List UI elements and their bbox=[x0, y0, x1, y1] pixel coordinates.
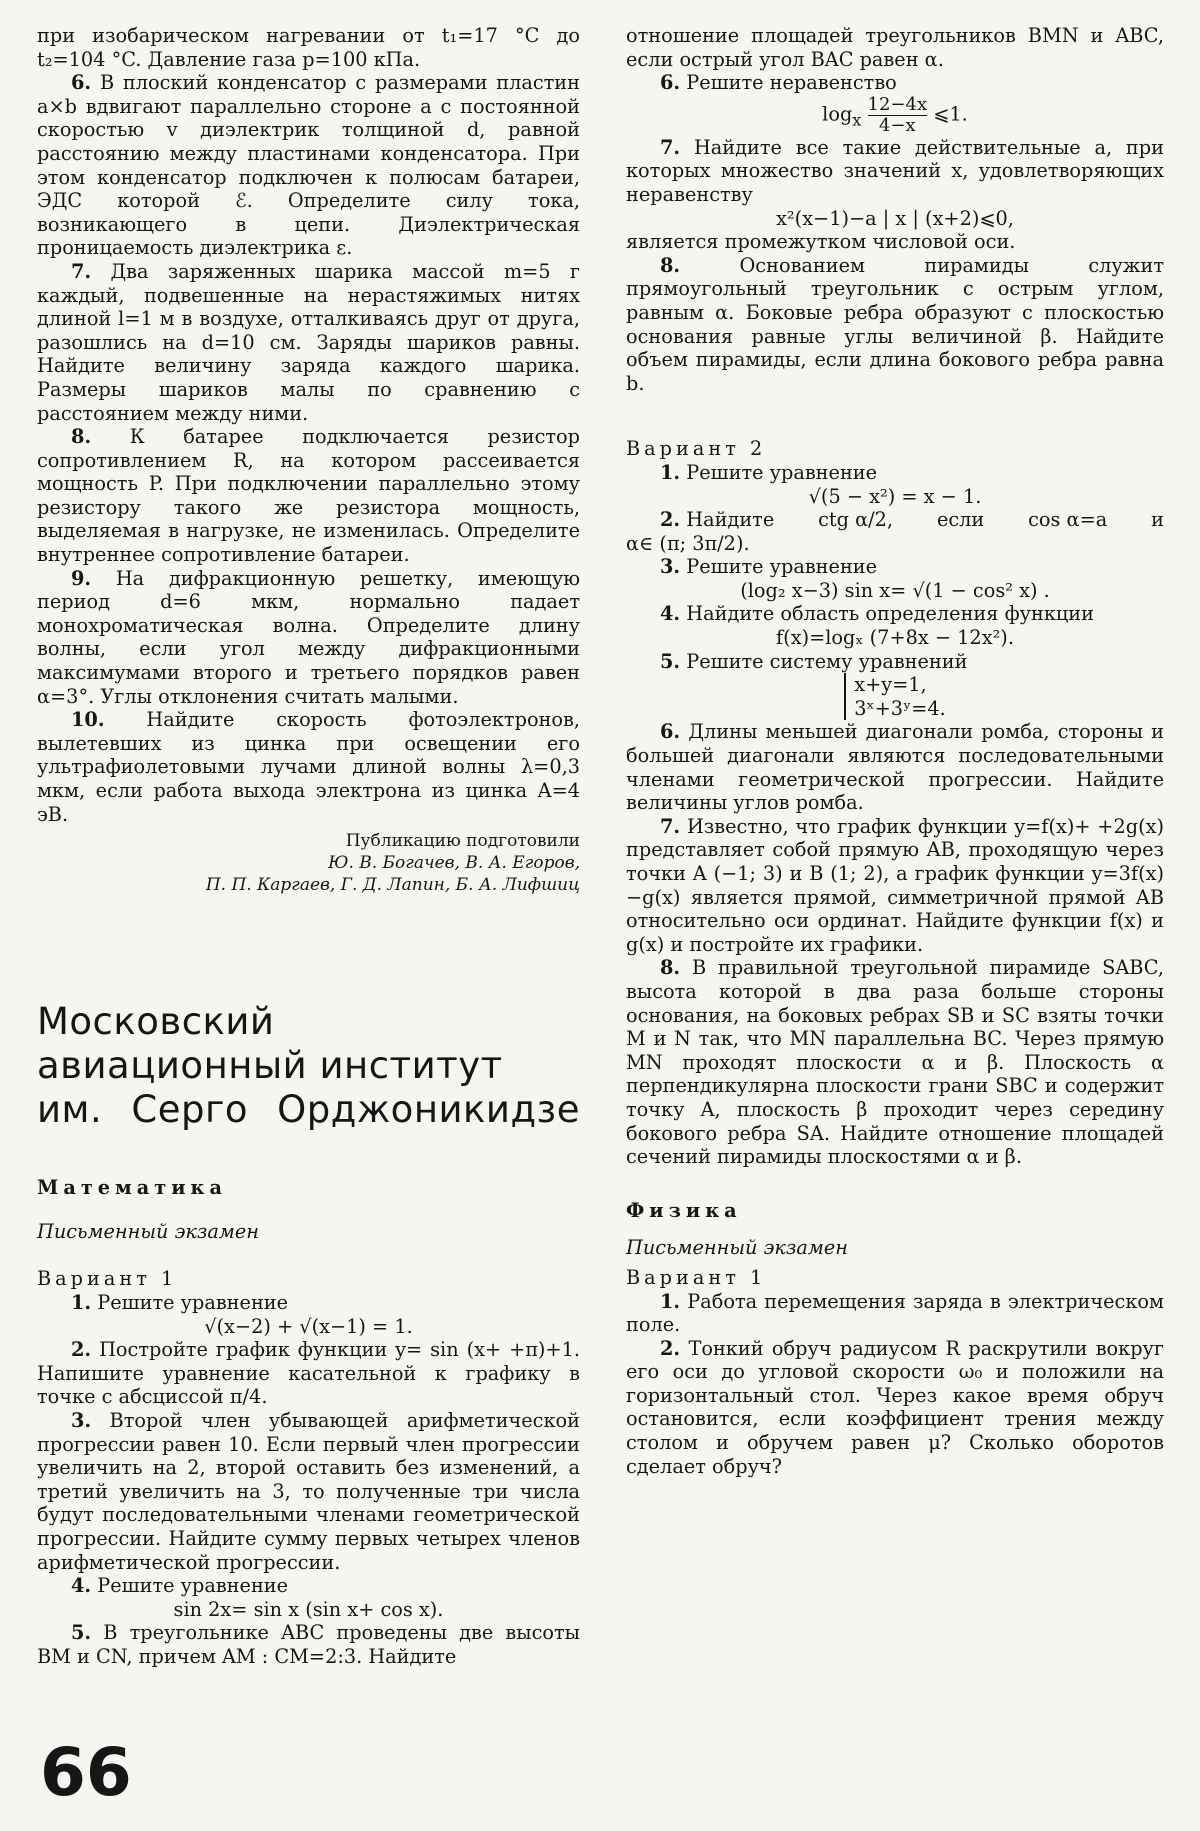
formula: x²(x−1)−a | x | (x+2)⩽0, bbox=[776, 206, 1014, 230]
institute-heading bbox=[37, 1000, 580, 1132]
problem-text: Решите уравнение bbox=[97, 1290, 289, 1314]
problem-number: 5. bbox=[71, 1621, 92, 1645]
variant-heading: Вариант 1 bbox=[626, 1265, 767, 1289]
formula: √(5 − x²) = x − 1. bbox=[808, 484, 982, 508]
problem-7 bbox=[37, 260, 580, 425]
problem-text: В треугольнике ABC проведены две высоты BM и CN, причем AM : CM=2:3. Найдите bbox=[37, 1621, 580, 1668]
math-problem-3 bbox=[37, 1409, 580, 1574]
credits-authors-2: П. П. Каргаев, Г. Д. Лапин, Б. А. Лифшиц bbox=[205, 875, 580, 896]
subject-heading-physics: Физика bbox=[626, 1198, 742, 1222]
problem-number: 4. bbox=[660, 602, 681, 626]
problem-text: и bbox=[1151, 508, 1164, 532]
problem-text: Найдите область определения функции bbox=[686, 602, 1095, 626]
problem-text: Решите уравнение bbox=[97, 1574, 289, 1598]
formula-part: ctg α/2, bbox=[818, 508, 894, 532]
math-problem-2 bbox=[37, 1338, 580, 1409]
fraction bbox=[868, 95, 928, 136]
problem-text: В правильной треугольной пирамиде SABC, высота которой в два раза больше стороны основания, на боковых ребрах SB и SC взяты точки M и N так, что MN параллельна BC. Через прямую MN проходят плоскости α и β. Плоскость α перпендикулярна плоскости грани SBC и содержит точку A, плоскость β проходит через середину бокового ребра SA. Найдите отношение площадей сечений пирамиды плоскостями α и β. bbox=[626, 956, 1164, 1169]
institute-word: им. bbox=[37, 1088, 103, 1132]
fraction-denominator: 4−x bbox=[868, 115, 928, 136]
math-problem-1 bbox=[37, 1291, 580, 1315]
subject-heading-math: Математика bbox=[37, 1176, 227, 1200]
exam-type: Письменный экзамен bbox=[37, 1219, 259, 1243]
problem-9 bbox=[37, 567, 580, 709]
math-problem-7 bbox=[626, 136, 1164, 207]
formula: √(x−2) + √(x−1) = 1. bbox=[204, 1314, 413, 1338]
formula-log-inequality bbox=[626, 95, 1164, 136]
problem-text: Найдите bbox=[686, 508, 775, 532]
problem-number: 8. bbox=[71, 425, 92, 449]
problem-number: 4. bbox=[71, 1574, 92, 1598]
right-column bbox=[626, 24, 1164, 1478]
physics-problem-1 bbox=[626, 1290, 1164, 1337]
problem-text: Решите уравнение bbox=[686, 460, 878, 484]
problem-number: 1. bbox=[660, 1289, 681, 1313]
v2-problem-8 bbox=[626, 956, 1164, 1168]
problem-number: 8. bbox=[660, 253, 681, 277]
problem-number: 3. bbox=[71, 1408, 92, 1432]
credits-authors-1: Ю. В. Богачев, В. А. Егоров, bbox=[328, 853, 580, 874]
problem-number: 10. bbox=[71, 708, 105, 732]
v2-problem-2 bbox=[626, 508, 1164, 532]
credits-label: Публикацию подготовили bbox=[345, 831, 580, 852]
problem-6 bbox=[37, 71, 580, 260]
problem-text: Известно, что график функции y=f(x)+ +2g(x) представляет собой прямую AB, проходящую через точки A (−1; 3) и B (1; 2), а график функции y=3f(x)−g(x) является прямой, симметричной прямой AB относительно оси ординат. Найдите функции f(x) и g(x) и постройте их графики. bbox=[626, 814, 1164, 956]
problem-number: 2. bbox=[660, 508, 681, 532]
problem-text: Длины меньшей диагонали ромба, стороны и большей диагонали являются последовательными членами геометрической прогрессии. Найдите величины углов ромба. bbox=[626, 720, 1164, 815]
problem-text: Два заряженных шарика массой m=5 г каждый, подвешенные на нерастяжимых нитях длиной l=1 м в воздухе, отталкиваясь друг от друга, разошлись на d=10 см. Заряды шариков равны. Найдите величину заряда каждого шарика. Размеры шариков малы по сравнению с расстоянием между ними. bbox=[37, 259, 580, 425]
problem-number: 3. bbox=[660, 555, 681, 579]
formula: (log₂ x−3) sin x= √(1 − cos² x) . bbox=[740, 578, 1050, 602]
problem-number: 2. bbox=[71, 1338, 92, 1362]
problem-text: Решите неравенство bbox=[686, 71, 897, 95]
equation: 3ˣ+3ʸ=4. bbox=[854, 696, 946, 720]
v2-problem-5 bbox=[626, 650, 1164, 674]
credits bbox=[37, 830, 580, 896]
equation-system bbox=[844, 673, 946, 720]
institute-word: Серго bbox=[131, 1088, 249, 1132]
equation: x+y=1, bbox=[854, 673, 927, 697]
math-problem-8 bbox=[626, 254, 1164, 396]
institute-line-3 bbox=[37, 1088, 580, 1132]
problem-text: На дифракционную решетку, имеющую период d=6 мкм, нормально падает монохроматическая волна. Определите длину волны, если угол между дифракционными максимумами второго и третьего порядков равен α=3°. Углы отклонения считать малыми. bbox=[37, 566, 580, 708]
institute-line-2: авиационный институт bbox=[37, 1044, 503, 1088]
physics-problem-2 bbox=[626, 1337, 1164, 1479]
problem-number: 1. bbox=[71, 1290, 92, 1314]
math-problem-5 bbox=[37, 1621, 580, 1668]
problem-text: Решите уравнение bbox=[686, 555, 878, 579]
formula-part: x bbox=[852, 110, 862, 130]
math-problem-4 bbox=[37, 1574, 580, 1598]
left-column bbox=[37, 24, 580, 1668]
problem-number: 1. bbox=[660, 460, 681, 484]
formula-part: log bbox=[822, 102, 853, 126]
problem-text: Тонкий обруч радиусом R раскрутили вокруг его оси до угловой скорости ω₀ и положили на горизонтальный стол. Через какое время обруч остановится, если коэффициент трения между столом и обручем равен μ? Сколько оборотов сделает обруч? bbox=[626, 1336, 1164, 1478]
formula-part: cos α=a bbox=[1028, 508, 1108, 532]
problem-8 bbox=[37, 425, 580, 567]
problem-number: 6. bbox=[660, 71, 681, 95]
problem-text: К батарее подключается резистор сопротивлением R, на котором рассеивается мощность P. При подключении параллельно этому резистору такого же резистора мощность, выделяемая в нагрузке, не изменилась. Определите внутреннее сопротивление батареи. bbox=[37, 425, 580, 567]
problem-number: 6. bbox=[660, 720, 681, 744]
problem-10 bbox=[37, 708, 580, 826]
problem-number: 5. bbox=[660, 649, 681, 673]
institute-word: Орджоникидзе bbox=[277, 1088, 580, 1132]
page-number: 66 bbox=[40, 1734, 132, 1811]
problem-number: 7. bbox=[660, 814, 681, 838]
problem-number: 8. bbox=[660, 956, 681, 980]
formula-interval: α∈ (π; 3π/2). bbox=[626, 531, 750, 555]
problem-text: Найдите все такие действительные a, при которых множество значений x, удовлетворяющих неравенству bbox=[626, 135, 1164, 206]
problem-number: 6. bbox=[71, 71, 92, 95]
problem-number: 9. bbox=[71, 566, 92, 590]
problem-number: 7. bbox=[71, 259, 92, 283]
institute-line-1: Московский bbox=[37, 1000, 275, 1044]
problem-text: В плоский конденсатор с размерами пластин a×b вдвигают параллельно стороне a с постоянной скоростью v диэлектрик толщиной d, равной расстоянию между пластинами конденсатора. При этом конденсатор подключен к полюсам батареи, ЭДС которой ℰ. Определите силу тока, возникающего в цепи. Диэлектрическая проницаемость диэлектрика ε. bbox=[37, 71, 580, 260]
formula-system bbox=[626, 673, 1164, 720]
problem-text: Решите систему уравнений bbox=[686, 649, 968, 673]
variant-heading: Вариант 2 bbox=[626, 437, 767, 461]
v2-problem-6 bbox=[626, 720, 1164, 814]
v2-problem-3 bbox=[626, 555, 1164, 579]
paragraph-intro: при изобарическом нагревании от t₁=17 °C до t₂=104 °C. Давление газа p=100 кПа. bbox=[37, 24, 580, 71]
paragraph-intro: отношение площадей треугольников BMN и ABC, если острый угол BAC равен α. bbox=[626, 24, 1164, 71]
problem-number: 7. bbox=[660, 135, 681, 159]
problem-text: если bbox=[936, 508, 985, 532]
formula: sin 2x= sin x (sin x+ cos x). bbox=[173, 1597, 444, 1621]
problem-text: Второй член убывающей арифметической прогрессии равен 10. Если первый член прогрессии увеличить на 2, второй оставить без изменений, а третий увеличить на 3, то полученные три числа будут последовательными членами геометрической прогрессии. Найдите сумму первых четырех членов арифметической прогрессии. bbox=[37, 1408, 580, 1574]
problem-tail: является промежутком числовой оси. bbox=[626, 230, 1016, 254]
fraction-numerator: 12−4x bbox=[867, 93, 928, 115]
v2-problem-1 bbox=[626, 461, 1164, 485]
math-problem-6 bbox=[626, 71, 1164, 95]
problem-text: Постройте график функции y= sin (x+ +π)+1. Напишите уравнение касательной к графику в точке с абсциссой π/4. bbox=[37, 1338, 580, 1409]
problem-text: Работа перемещения заряда в электрическом поле. bbox=[626, 1289, 1164, 1337]
problem-text: Основанием пирамиды служит прямоугольный треугольник с острым углом, равным α. Боковые ребра образуют с плоскостью основания равные углы величиной β. Найдите объем пирамиды, если длина бокового ребра равна b. bbox=[626, 253, 1164, 395]
v2-problem-7 bbox=[626, 815, 1164, 957]
problem-text: Найдите скорость фотоэлектронов, вылетевших из цинка при освещении его ультрафиолетовыми лучами длиной волны λ=0,3 мкм, если работа выхода электрона из цинка A=4 эВ. bbox=[37, 708, 580, 826]
variant-heading: Вариант 1 bbox=[37, 1267, 178, 1291]
v2-problem-4 bbox=[626, 602, 1164, 626]
formula: f(x)=logₓ (7+8x − 12x²). bbox=[776, 626, 1014, 650]
exam-type: Письменный экзамен bbox=[626, 1236, 848, 1260]
problem-number: 2. bbox=[660, 1336, 681, 1360]
formula-part: ⩽1. bbox=[933, 102, 968, 126]
